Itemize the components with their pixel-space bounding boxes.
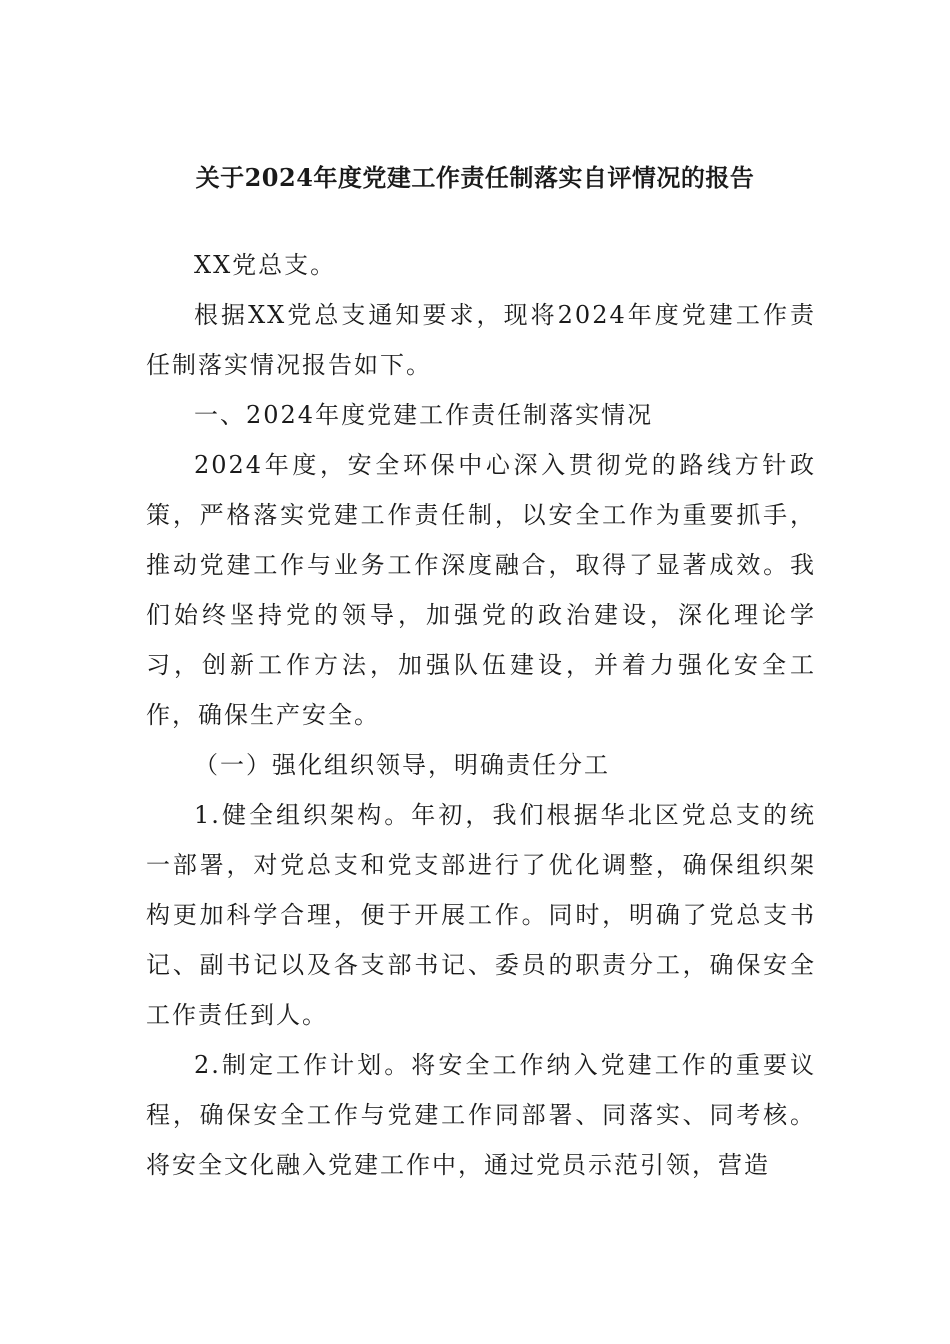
- item-paragraph-1: 1.健全组织架构。年初，我们根据华北区党总支的统一部署，对党总支和党支部进行了优化调整，确保组织架构更加科学合理，便于开展工作。同时，明确了党总支书记、副书记以及各支部书记、委员的职责分工，确保安全工作责任到人。: [146, 801, 816, 1029]
- section-heading-1: 一、2024年度党建工作责任制落实情况: [194, 401, 654, 429]
- item-paragraph-2: 2.制定工作计划。将安全工作纳入党建工作的重要议程，确保安全工作与党建工作同部署、同落实、同考核。将安全文化融入党建工作中，通过党员示范引领，营造: [146, 1051, 816, 1179]
- document-title: 关于2024年度党建工作责任制落实自评情况的报告: [195, 163, 755, 192]
- overview-paragraph: 2024年度，安全环保中心深入贯彻党的路线方针政策，严格落实党建工作责任制，以安全工作为重要抓手，推动党建工作与业务工作深度融合，取得了显著成效。我们始终坚持党的领导，加强党的政治建设，深化理论学习，创新工作方法，加强队伍建设，并着力强化安全工作，确保生产安全。: [146, 451, 816, 729]
- subsection-heading-1: （一）强化组织领导，明确责任分工: [194, 751, 610, 779]
- salutation-paragraph: XX党总支。: [194, 251, 337, 279]
- intro-paragraph: 根据XX党总支通知要求，现将2024年度党建工作责任制落实情况报告如下。: [146, 301, 816, 379]
- document-body: [146, 240, 816, 1190]
